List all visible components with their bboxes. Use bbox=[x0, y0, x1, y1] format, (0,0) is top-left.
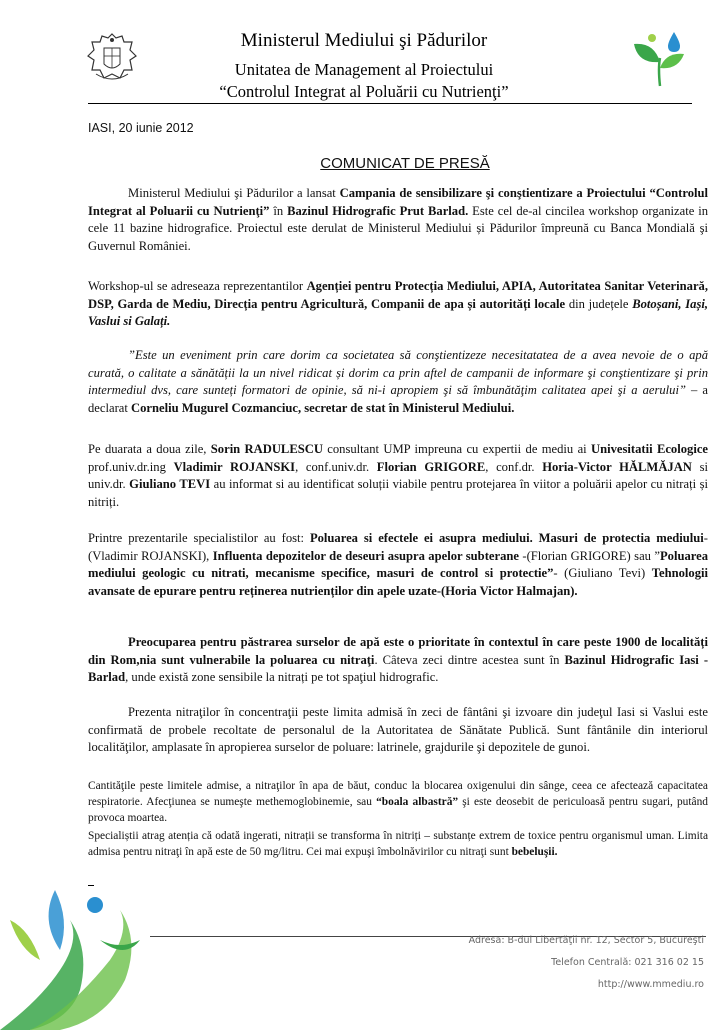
ministry-leaf-logo bbox=[630, 28, 690, 90]
paragraph-experts: Pe duarata a doua zile, Sorin RADULESCU consultant UMP impreuna cu expertii de mediu ai Univesitatii Ecologice prof.univ.dr.ing Vladimir ROJANSKI, conf.univ.dr. Florian GRIGORE, conf.dr. Horia-Victor HĂLMĂJAN si univ.dr. Giuliano TEVI au informat si au identificat soluții viabile pentru protejarea în viitor a poluării apelor cu nitrați și nitriți. bbox=[88, 442, 709, 509]
paragraph-intro: Ministerul Mediului şi Pădurilor a lansat Campania de sensibilizare şi conştientizare a Proiectului “Controlul Integrat al Poluarii cu Nutrienţi” în Bazinul Hidrografic Prut Barlad. Este cel de-al cincilea workshop organizate in cele 11 bazine hidrografice. Proiectul este derulat de Ministerul Mediului și Pădurilor împreună cu Banca Mondială şi Guvernul României. bbox=[88, 186, 709, 253]
footer-address: Adresa: B-dul Libertăţii nr. 12, Sector 5, Bucureşti bbox=[468, 935, 704, 946]
header-divider bbox=[88, 103, 692, 104]
press-release-title: COMUNICAT DE PRESĂ bbox=[320, 155, 490, 172]
project-name: “Controlul Integrat al Poluării cu Nutrienţi” bbox=[219, 82, 509, 101]
paragraph-audience: Workshop-ul se adreseaza reprezentantilor Agenției pentru Protecția Mediului, APIA, Autoritatea Sanitar Veterinară, DSP, Garda de Mediu, Direcția pentru Agricultură, Companii de apa și autorități locale din județele Botoșani, Iași, Vaslui si Galați. bbox=[88, 279, 708, 328]
paragraph-concern: Preocuparea pentru păstrarea surselor de apă este o prioritate în contextul în care peste 1900 de localități din Rom,nia sunt vulnerabile la poluarea cu nitraţi. Câteva zeci dintre acestea sunt în Bazinul Hidrografic Iasi -Barlad, unde există zone sensibile la nitrați pe tot spaţiul hidrografic. bbox=[88, 635, 709, 684]
footer-leaf-figure bbox=[0, 880, 150, 1030]
ministry-name: Ministerul Mediului şi Pădurilor bbox=[240, 30, 488, 51]
paragraph-nitrites: Specialiștii atrag atenția că odată ingerati, nitrații se transforma în nitriți – substanțe extrem de toxice pentru organismul uman. Limita admisa pentru nitraţi în apă este de 50 mg/litru. Cei mai expuşi îmbolnăvirilor cu nitraţi sunt bebeluşii. bbox=[88, 830, 708, 858]
date-line: IASI, 20 iunie 2012 bbox=[88, 121, 194, 135]
paragraph-wells: Prezenta nitraţilor în concentraţii peste limita admisă în zeci de fântâni şi izvoare din judeţul Iasi si Vaslui este confirmată de probele recoltate de personalul de la Autoritatea de Sănătate Publică. Sunt fântânile din interiorul localităţilor, amplasate în apropierea surselor de poluare: latrinele, grajdurile şi depozitele de gunoi. bbox=[88, 705, 708, 754]
paragraph-blue-baby: Cantităţile peste limitele admise, a nitraţilor în apa de băut, conduc la blocarea oxigenului din sânge, ceea ce afectează capacitatea respiratorie. Afecţiunea se numeşte methemoglobinemie, sau “boala albastră” şi este deosebit de periculoasă pentru sugari, putând provoca moartea. bbox=[88, 780, 708, 824]
paragraph-presentations: Printre prezentarile specialistilor au fost: Poluarea si efectele ei asupra mediului. Masuri de protectia mediului- (Vladimir ROJANSKI), Influenta depozitelor de deseuri asupra apelor subterane -(Florian GRIGORE) sau ”Poluarea mediului geologic cu nitrati, mecanisme specifice, masuri de control si protectie”- (Giuliano Tevi) Tehnologii avansate de epurare pentru reținerea nutrienților din apele uzate-(Horia Victor Halmajan). bbox=[88, 531, 709, 598]
footer-url[interactable]: http://www.mmediu.ro bbox=[597, 979, 704, 990]
paragraph-quote: ”Este un eveniment prin care dorim ca societatea să conştientizeze necesitatatea de a avea nevoie de o apă curată, o calitate a sănătății la un nivel ridicat și dorim ca prin aftel de campanii de informare şi conştientizare şi prin intermediul dvs, care sunteți formatori de opinie, să ni-i apropiem şi să îmbunătăţim calitatea apei şi a aerului” – a declarat Corneliu Mugurel Cozmanciuc, secretar de stat în Ministerul Mediului. bbox=[88, 348, 709, 415]
unit-name: Unitatea de Management al Proiectului bbox=[234, 60, 494, 79]
footer-phone: Telefon Centrală: 021 316 02 15 bbox=[551, 957, 704, 968]
coat-of-arms-emblem bbox=[86, 30, 138, 86]
